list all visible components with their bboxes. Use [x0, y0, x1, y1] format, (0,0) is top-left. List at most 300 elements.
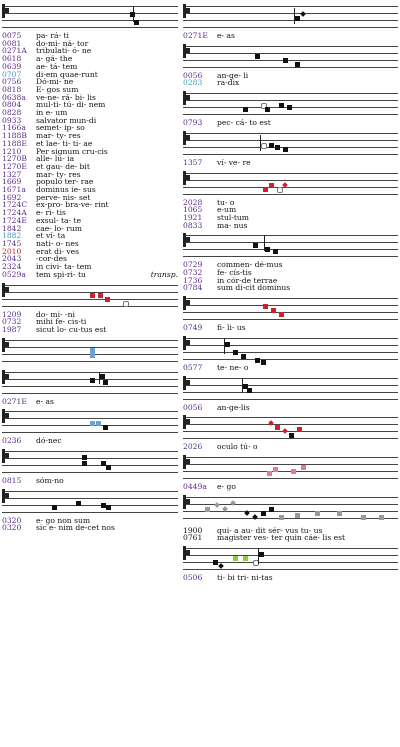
clef-icon: [2, 409, 5, 423]
source-code[interactable]: 1270B: [2, 154, 27, 164]
clef-icon: [183, 4, 186, 18]
neume-note: [255, 358, 260, 363]
neume-note: [315, 511, 320, 516]
source-code[interactable]: 1671a: [2, 185, 26, 195]
source-code[interactable]: 1065: [183, 205, 203, 215]
neume-note: [243, 556, 248, 561]
clef-icon: [183, 455, 186, 469]
staff-line: [183, 114, 398, 115]
staff-line: [183, 154, 398, 155]
staff-line: [183, 399, 398, 400]
lyric-text: do- mi- -ni: [36, 309, 75, 319]
staff-line: [183, 235, 398, 236]
source-code[interactable]: 1921: [183, 212, 203, 222]
neume-note: [295, 16, 300, 21]
staff-line: [183, 13, 398, 14]
lyric-text: mul-ti- tú- di- nem: [36, 100, 106, 110]
lyric-text: e- go: [217, 481, 236, 491]
source-code[interactable]: 1842: [2, 223, 22, 233]
source-row: [183, 159, 398, 167]
neume-note: [255, 54, 260, 59]
source-code[interactable]: 2028: [183, 197, 203, 207]
source-code[interactable]: 0761: [183, 533, 203, 543]
source-code[interactable]: 1745: [2, 238, 22, 248]
neume-note: [261, 511, 266, 516]
neume-note: [279, 515, 284, 520]
lyric-text: nati- o- nes: [36, 238, 79, 248]
lyric-text: in cór-de terrae: [217, 275, 278, 285]
lyric-text: mihi fe- cis-ti: [36, 317, 87, 327]
lyric-text: in civi- ta- tem: [36, 262, 92, 272]
source-row: [2, 217, 178, 225]
neume-note: [241, 354, 246, 359]
staff-line: [183, 93, 398, 94]
neume-note: [82, 461, 87, 466]
staff-line: [2, 13, 178, 14]
source-code[interactable]: 0271A: [2, 46, 27, 56]
neume-note: [273, 249, 278, 254]
lyric-text: tribulati- ó- ne: [36, 46, 92, 56]
staff-line: [183, 60, 398, 61]
source-row: [2, 271, 178, 279]
source-code[interactable]: 2043: [2, 254, 22, 264]
neume-note: [76, 501, 81, 506]
staff-line: [183, 464, 398, 465]
source-code[interactable]: 2324: [2, 262, 22, 272]
chant-staff: [183, 493, 398, 525]
source-code[interactable]: 1209: [2, 309, 22, 319]
source-code[interactable]: 0320: [2, 523, 22, 533]
source-code[interactable]: 1188E: [2, 138, 27, 148]
neume-stem: [264, 235, 265, 251]
staff-line: [2, 306, 178, 307]
lyric-text: sóm-no: [36, 476, 64, 486]
source-code[interactable]: 0828: [2, 108, 22, 118]
clef-icon: [183, 336, 186, 350]
source-code[interactable]: 1724E: [2, 215, 27, 225]
neume-note: [379, 515, 384, 520]
source-code[interactable]: 0271E: [183, 31, 208, 40]
staff-line: [2, 411, 178, 412]
staff-line: [183, 180, 398, 181]
source-row: [2, 398, 178, 406]
clef-icon: [2, 4, 5, 18]
lyric-text: magister ves- ter quin cáe- lis est: [217, 533, 346, 543]
clef-icon: [183, 296, 186, 310]
source-row: [2, 311, 178, 319]
source-row: [2, 117, 178, 125]
chant-staff: [2, 368, 178, 396]
neume-note: [90, 421, 95, 426]
source-row: [183, 277, 398, 285]
source-row: [183, 72, 398, 80]
source-row: [2, 524, 178, 532]
lyric-text: et ví- ta: [36, 231, 66, 241]
chant-staff: [183, 294, 398, 322]
source-code[interactable]: 0081: [2, 38, 22, 48]
source-code[interactable]: 0075: [2, 31, 22, 40]
source-code[interactable]: 1210: [2, 146, 22, 156]
lyric-text: alle- lu- ia: [36, 154, 75, 164]
lyric-text: di-em quae-runt: [36, 69, 98, 79]
lyric-text: -cor-des: [36, 254, 67, 264]
staff-line: [183, 338, 398, 339]
source-row: [2, 47, 178, 55]
staff-line: [2, 432, 178, 433]
source-code[interactable]: 0506: [183, 573, 203, 583]
source-code[interactable]: 0236: [2, 436, 22, 446]
neume-note: [263, 304, 268, 309]
staff-line: [183, 417, 398, 418]
staff-line: [183, 305, 398, 306]
source-row: [183, 534, 398, 542]
chant-staff: [183, 413, 398, 441]
neume-note: [98, 293, 103, 298]
source-code[interactable]: 2026: [183, 442, 203, 452]
chant-staff: [2, 2, 178, 30]
staff-line: [183, 147, 398, 148]
source-code[interactable]: 1669: [2, 177, 22, 187]
staff-line: [183, 511, 398, 512]
neume-note: [90, 293, 95, 298]
staff-line: [183, 173, 398, 174]
staff-line: [2, 340, 178, 341]
lyric-text: dó-nec: [36, 436, 62, 446]
source-row: [2, 477, 178, 485]
source-code[interactable]: 1724C: [2, 200, 28, 210]
source-row: [183, 261, 398, 269]
neume-note: [337, 511, 342, 516]
chant-staff: [183, 129, 398, 157]
lyric-text: sum di-cit dominus: [217, 283, 291, 293]
source-code[interactable]: 1357: [183, 157, 203, 167]
chant-staff: [183, 89, 398, 117]
neume-note: [279, 312, 284, 317]
source-code[interactable]: 1270E: [2, 161, 27, 171]
neume-note: [291, 469, 296, 474]
source-code[interactable]: 2010: [2, 246, 22, 256]
chant-staff: [183, 334, 398, 362]
source-code[interactable]: 0638a: [2, 92, 26, 102]
source-row: [2, 225, 178, 233]
neume-note: [90, 378, 95, 383]
staff-line: [183, 6, 398, 7]
clef-icon: [2, 449, 5, 463]
neume-note: [103, 425, 108, 430]
source-row: [2, 248, 178, 256]
neume-note: [287, 105, 292, 110]
source-row: [183, 483, 398, 491]
neume-note: [243, 107, 248, 112]
lyric-text: mar- ty- res: [36, 169, 81, 179]
source-code[interactable]: 1692: [2, 192, 22, 202]
neume-stem: [224, 338, 225, 354]
clef-icon: [183, 44, 186, 58]
clef-icon: [2, 283, 5, 297]
source-row: [183, 199, 398, 207]
lyric-text: e-um: [217, 205, 237, 215]
neume-note: [233, 556, 238, 561]
source-row: [183, 269, 398, 277]
clef-icon: [183, 495, 186, 509]
staff-line: [2, 27, 178, 28]
lyric-text: sic e- nim de-cet nos: [36, 523, 115, 533]
source-row: [183, 32, 398, 40]
lyric-text: perve- nis- set: [36, 192, 91, 202]
neume-stem: [260, 135, 261, 151]
neume-note: [233, 350, 238, 355]
source-code[interactable]: 0283: [183, 78, 203, 88]
neume-stem: [294, 8, 295, 24]
lyric-text: salvator mun-di: [36, 115, 97, 125]
source-code[interactable]: 0784: [183, 283, 203, 293]
neume-note: [253, 243, 258, 248]
lyric-text: ti- bi tri- ni-tas: [217, 573, 273, 583]
source-code[interactable]: 0933: [2, 115, 22, 125]
source-code[interactable]: 1724A: [2, 208, 27, 218]
neume-note: [269, 183, 274, 188]
staff-line: [2, 20, 178, 21]
neume-note: [225, 342, 230, 347]
lyric-text: do-mi- ná- tor: [36, 38, 89, 48]
source-code[interactable]: 1166a: [2, 123, 26, 133]
source-code[interactable]: 0271E: [2, 396, 27, 406]
staff-line: [183, 140, 398, 141]
staff-line: [183, 457, 398, 458]
lyric-text: ma- nus: [217, 220, 248, 230]
staff-line: [183, 555, 398, 556]
staff-line: [2, 418, 178, 419]
neume-note: [279, 103, 284, 108]
neume-note: [106, 505, 111, 510]
source-code[interactable]: 0756: [2, 77, 22, 87]
staff-line: [2, 393, 178, 394]
neume-note: [265, 107, 270, 112]
source-code[interactable]: 0618: [2, 54, 22, 64]
source-row: [2, 155, 178, 163]
source-code[interactable]: 0818: [2, 84, 22, 94]
source-row: [183, 79, 398, 87]
clef-icon: [183, 415, 186, 429]
neume-note: [265, 247, 270, 252]
source-code[interactable]: 0577: [183, 362, 203, 372]
staff-line: [183, 424, 398, 425]
lyric-text: fi- li- us: [217, 323, 246, 333]
source-code[interactable]: 1900: [183, 525, 203, 535]
source-code[interactable]: 0793: [183, 118, 203, 128]
lyric-text: commen- dé-mus: [217, 260, 283, 270]
source-code[interactable]: 0056: [183, 70, 203, 80]
lyric-text: erat di- ves: [36, 246, 80, 256]
neume-note: [205, 507, 210, 512]
lyric-text: pa- rá- ti: [36, 31, 69, 40]
source-row: [183, 364, 398, 372]
staff-line: [183, 298, 398, 299]
neume-note: [301, 465, 306, 470]
neume-note: [52, 505, 57, 510]
chant-staff: [2, 447, 178, 475]
staff-line: [2, 6, 178, 7]
lyric-text: in e- um: [36, 108, 68, 118]
neume-note: [283, 58, 288, 63]
lyric-text: populo ter- rae: [36, 177, 94, 187]
lyric-text: e- go non sum: [36, 515, 91, 525]
source-row: [2, 186, 178, 194]
staff-line: [2, 361, 178, 362]
neume-note: [275, 145, 280, 150]
source-row: [2, 101, 178, 109]
staff-line: [183, 256, 398, 257]
chant-staff: [183, 42, 398, 70]
lyric-text: ví- ve- re: [217, 157, 251, 167]
source-code[interactable]: 0815: [2, 476, 22, 486]
lyric-text: pec- cá- to est: [217, 118, 271, 128]
neume-note: [267, 471, 272, 476]
neume-note: [213, 560, 218, 565]
chant-staff: [2, 336, 178, 364]
neume-note: [361, 515, 366, 520]
source-code[interactable]: 0732: [2, 317, 22, 327]
lyric-text: an-ge- li: [217, 70, 249, 80]
chant-staff: [183, 231, 398, 259]
neume-stem: [242, 378, 243, 392]
staff-line: [2, 512, 178, 513]
source-row: [2, 148, 178, 156]
staff-line: [183, 46, 398, 47]
lyric-text: et gau- de- bit: [36, 161, 90, 171]
neume-note: [259, 552, 264, 557]
source-code[interactable]: 1882: [2, 231, 22, 241]
lyric-text: oculo tú- o: [217, 442, 258, 452]
source-code[interactable]: 0449a: [183, 481, 207, 491]
lyric-text: e- as: [36, 396, 54, 406]
source-code[interactable]: 1987: [2, 324, 22, 334]
staff-line: [183, 385, 398, 386]
source-code[interactable]: 0804: [2, 100, 22, 110]
neume-stem: [133, 6, 134, 22]
neume-stem: [258, 548, 259, 564]
source-code[interactable]: 0732: [183, 268, 203, 278]
lyric-text: exsul- ta- te: [36, 215, 82, 225]
chant-staff: [183, 2, 398, 30]
source-code[interactable]: 1327: [2, 169, 22, 179]
staff-line: [183, 431, 398, 432]
staff-line: [183, 133, 398, 134]
chant-staff: [183, 169, 398, 197]
neume-note: [271, 308, 276, 313]
source-row: [2, 71, 178, 79]
neume-note: [269, 143, 274, 148]
staff-line: [2, 386, 178, 387]
lyric-text: an-ge-lis: [217, 402, 250, 412]
staff-line: [2, 465, 178, 466]
source-row: [2, 232, 178, 240]
source-row: [183, 574, 398, 582]
source-code[interactable]: 0749: [183, 323, 203, 333]
lyric-text: e- ri- tis: [36, 208, 66, 218]
neume-stem: [99, 372, 100, 384]
lyric-text: e- as: [217, 31, 235, 40]
neume-note: [82, 455, 87, 460]
lyric-text: fe- cís-tis: [217, 268, 252, 278]
staff-line: [183, 352, 398, 353]
source-row: [183, 324, 398, 332]
transposition-note: transp.: [150, 269, 178, 279]
neume-note: [106, 465, 111, 470]
neume-note: [103, 380, 108, 385]
staff-line: [2, 498, 178, 499]
source-code[interactable]: 0639: [2, 61, 22, 71]
source-code[interactable]: 0320: [2, 515, 22, 525]
source-row: [2, 201, 178, 209]
chant-staff: [2, 281, 178, 309]
staff-line: [183, 249, 398, 250]
source-row: [2, 78, 178, 86]
lyric-text: sicut lo- cu-tus est: [36, 324, 107, 334]
staff-line: [183, 345, 398, 346]
neume-note: [283, 147, 288, 152]
staff-line: [2, 505, 178, 506]
source-code[interactable]: 1188B: [2, 131, 27, 141]
source-code[interactable]: 0056: [183, 402, 203, 412]
clef-icon: [183, 546, 186, 560]
staff-line: [183, 312, 398, 313]
source-code[interactable]: 1736: [183, 275, 203, 285]
source-row: [2, 326, 178, 334]
lyric-text: stul-tum: [217, 212, 249, 222]
neume-note: [105, 297, 110, 302]
staff-line: [183, 187, 398, 188]
neume-note: [269, 507, 274, 512]
staff-line: [183, 478, 398, 479]
clef-icon: [183, 376, 186, 390]
staff-line: [2, 299, 178, 300]
source-row: [183, 214, 398, 222]
lyric-text: E- gos sum: [36, 84, 79, 94]
staff-line: [183, 378, 398, 379]
source-code[interactable]: 0833: [183, 220, 203, 230]
source-row: [2, 240, 178, 248]
source-row: [2, 55, 178, 63]
source-code[interactable]: 0729: [183, 260, 203, 270]
staff-line: [183, 20, 398, 21]
clef-icon: [183, 171, 186, 185]
lyric-text: te- ne- o: [217, 362, 249, 372]
chant-staff: [183, 453, 398, 481]
staff-line: [183, 194, 398, 195]
source-row: [2, 32, 178, 40]
right-column: [183, 0, 398, 582]
staff-line: [2, 472, 178, 473]
source-code[interactable]: 0707: [2, 69, 22, 79]
source-code[interactable]: 0529a: [2, 269, 26, 279]
staff-line: [183, 569, 398, 570]
source-row: [183, 443, 398, 451]
neume-note: [277, 187, 283, 193]
neume-note: [218, 563, 224, 569]
neume-note: [282, 428, 288, 434]
neume-note: [96, 421, 101, 426]
lyric-text: ex-pro- bra-ve- rint: [36, 200, 109, 210]
staff-line: [183, 359, 398, 360]
neume-note: [263, 187, 268, 192]
staff-line: [183, 100, 398, 101]
clef-icon: [2, 338, 5, 352]
staff-line: [2, 285, 178, 286]
lyric-text: et lae- ti- ti- ae: [36, 138, 93, 148]
left-column: [2, 0, 178, 532]
neume-note: [134, 20, 139, 25]
